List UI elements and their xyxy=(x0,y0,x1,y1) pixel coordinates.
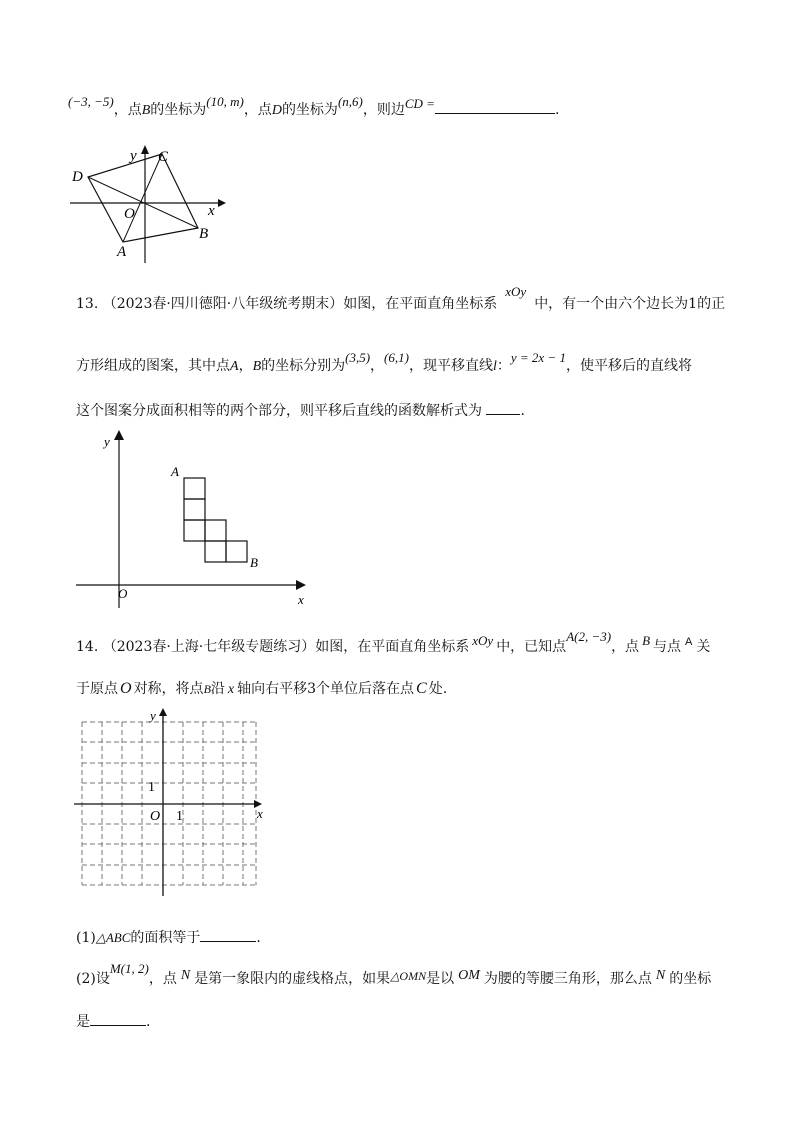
x-axis-label: x xyxy=(257,806,263,821)
q14-line-1: 14. （2023春·上海·七年级专题练习）如图，在平面直角坐标系 xOy 中，已知点A(2, −3)，点 B 与点 $^A$ 关 xyxy=(76,629,711,655)
q14-grid-figure xyxy=(70,706,270,902)
q14-part-2-cont: 是 . xyxy=(76,1014,151,1030)
point-b-label: B xyxy=(199,226,209,242)
origin-label: O xyxy=(150,809,161,824)
question-source: （2023春·上海·七年级专题练习） xyxy=(102,639,316,655)
question-source: （2023春·四川德阳·八年级统考期末） xyxy=(102,296,344,312)
y-axis-label: y xyxy=(150,708,156,723)
q14-line-2: 于原点 O 对称，将点B沿 x 轴向右平移3个单位后落在点 C 处. xyxy=(76,680,448,697)
answer-blank[interactable] xyxy=(90,1012,146,1026)
answer-blank[interactable] xyxy=(200,928,256,942)
coord-d: (n,6) xyxy=(337,94,363,109)
point-a-label: A xyxy=(171,464,179,479)
point-a-label: A xyxy=(117,244,127,260)
question-number: 13. xyxy=(76,296,99,312)
q13-figure xyxy=(70,428,310,610)
q13-line-3: 这个图案分成面积相等的两个部分，则平移后直线的函数解析式为 . xyxy=(76,403,525,419)
six-squares xyxy=(184,478,247,562)
point-d-label: D xyxy=(72,169,83,185)
q13-line-1: 13. （2023春·四川德阳·八年级统考期末）如图，在平面直角坐标系xOy中，有一个由六个边长为1的正 xyxy=(76,284,726,312)
y-axis-label: y xyxy=(104,434,110,449)
point-c-label: C xyxy=(158,149,169,165)
point-b-label: B xyxy=(250,555,258,570)
origin-label: O xyxy=(124,206,135,222)
q12-line: (−3, −5)，点B的坐标为(10, m)，点D的坐标为(n,6)，则边CD = . xyxy=(68,94,560,118)
coord-a: (−3, −5) xyxy=(68,94,114,109)
origin-label: O xyxy=(118,586,128,601)
coord-b: (10, m) xyxy=(206,94,244,109)
q14-part-1: (1)△ABC的面积等于 . xyxy=(76,930,261,946)
q12-figure xyxy=(66,142,232,267)
question-number: 14. xyxy=(76,639,99,655)
unit-x-label: 1 xyxy=(176,809,183,824)
y-axis-label: y xyxy=(130,148,137,164)
answer-blank[interactable] xyxy=(435,100,555,114)
x-axis-label: x xyxy=(298,592,304,607)
q13-line-2: 方形组成的图案，其中点A，B的坐标分别为(3,5)，(6,1)，现平移直线l：y = 2x − 1，使平移后的直线将 xyxy=(76,350,692,374)
cd-label: CD = xyxy=(404,96,435,111)
unit-y-label: 1 xyxy=(148,780,155,795)
q14-part-2: (2)设M(1, 2)，点 N 是第一象限内的虚线格点，如果△OMN是以 OM 为腰的等腰三角形，那么点 N 的坐标 xyxy=(76,961,712,987)
answer-blank[interactable] xyxy=(486,401,520,415)
x-axis-label: x xyxy=(208,203,215,219)
